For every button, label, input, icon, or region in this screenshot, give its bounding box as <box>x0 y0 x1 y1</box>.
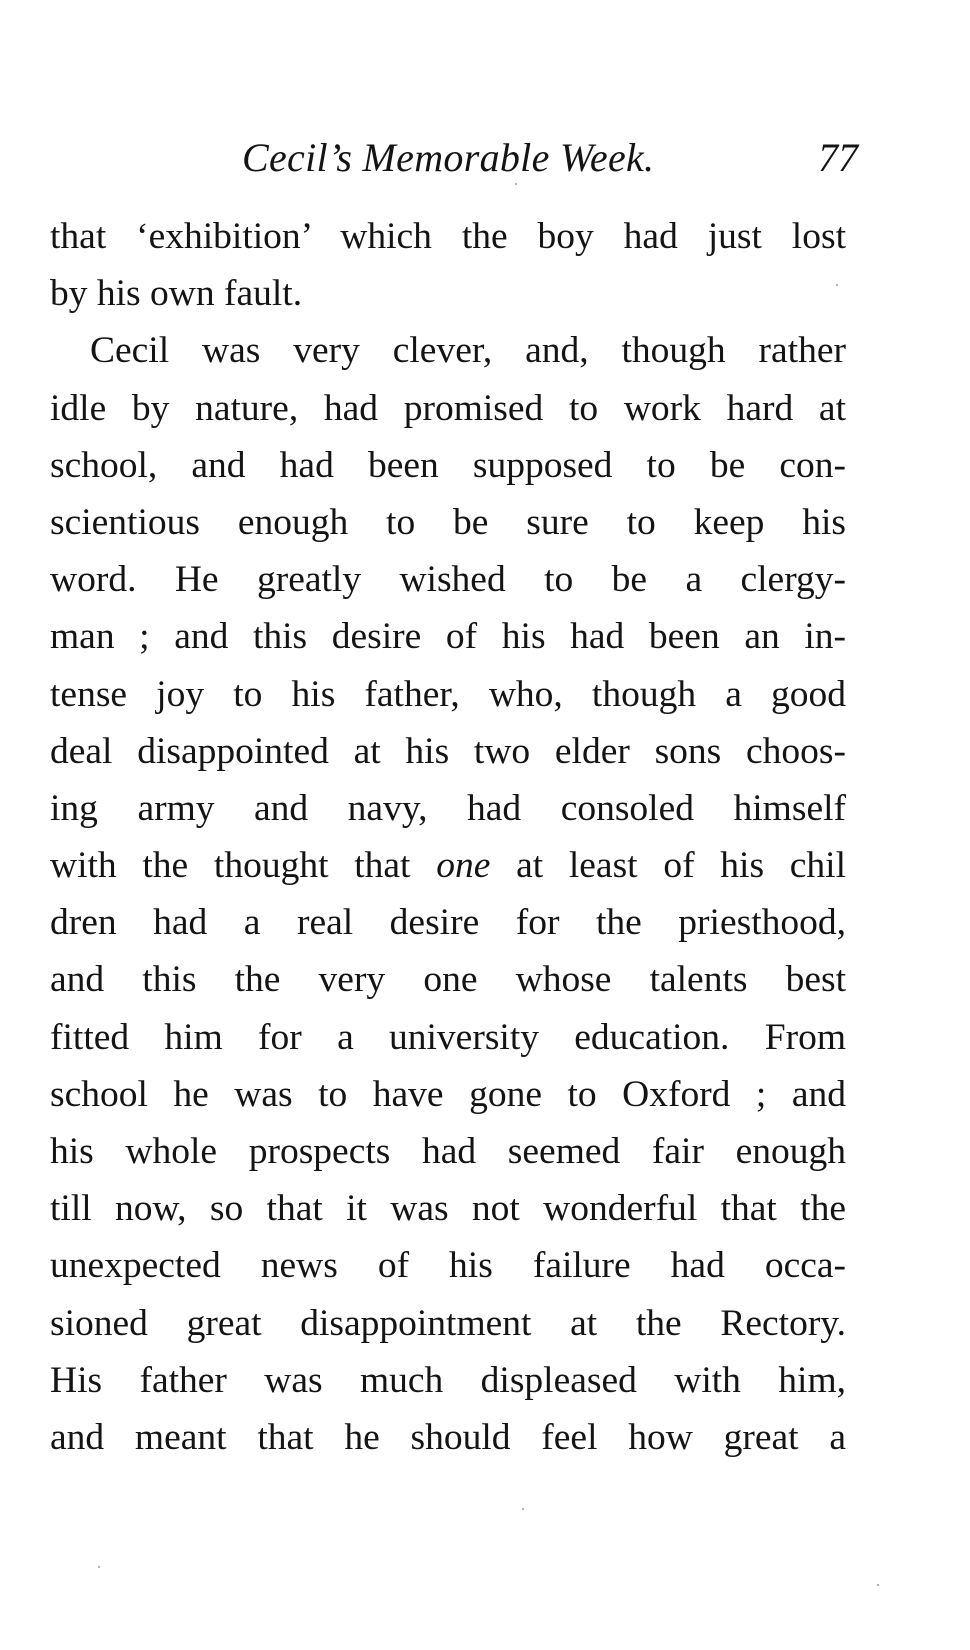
text-line: sioned great disappointment at the Rectory. <box>50 1302 846 1344</box>
italic-emphasis: one <box>436 845 491 887</box>
text-line: ing army and navy, had consoled himself <box>50 787 846 829</box>
text-line: idle by nature, had promised to work hard at <box>50 387 846 429</box>
text-line: tense joy to his father, who, though a good <box>50 673 846 715</box>
paper-speck <box>515 183 517 185</box>
text-line: deal disappointed at his two elder sons choos- <box>50 730 846 772</box>
text-line: His father was much displeased with him, <box>50 1359 846 1401</box>
text-segment: with the thought that <box>50 845 437 887</box>
text-line: Cecil was very clever, and, though rather <box>90 330 846 372</box>
paper-speck <box>836 284 838 286</box>
text-segment: at least of his chil <box>490 845 846 887</box>
body-text <box>50 208 846 1466</box>
text-line: and this the very one whose talents best <box>50 959 846 1001</box>
text-line: unexpected news of his failure had occa- <box>50 1245 846 1287</box>
text-line: scientious enough to be sure to keep his <box>50 501 846 543</box>
text-line: school, and had been supposed to be con- <box>50 444 846 486</box>
text-line: and meant that he should feel how great a <box>50 1416 846 1458</box>
text-line <box>50 837 846 894</box>
text-line: till now, so that it was not wonderful that the <box>50 1188 846 1230</box>
text-line: his whole prospects had seemed fair enough <box>50 1131 846 1172</box>
text-line: word. He greatly wished to be a clergy- <box>50 559 846 601</box>
text-line: dren had a real desire for the priesthood, <box>50 902 846 944</box>
paper-speck <box>877 1584 879 1586</box>
page-number: 77 <box>818 135 858 180</box>
text-line: by his own fault. <box>50 273 303 315</box>
running-head <box>0 128 970 188</box>
paper-speck <box>522 1508 524 1510</box>
text-line: school he was to have gone to Oxford ; and <box>50 1073 846 1115</box>
running-title: Cecil’s Memorable Week. <box>242 135 655 180</box>
text-line: fitted him for a university education. From <box>50 1016 846 1058</box>
paper-speck <box>98 1566 100 1568</box>
text-line: man ; and this desire of his had been an in- <box>50 616 846 658</box>
text-line: that ‘exhibition’ which the boy had just lost <box>50 216 846 257</box>
